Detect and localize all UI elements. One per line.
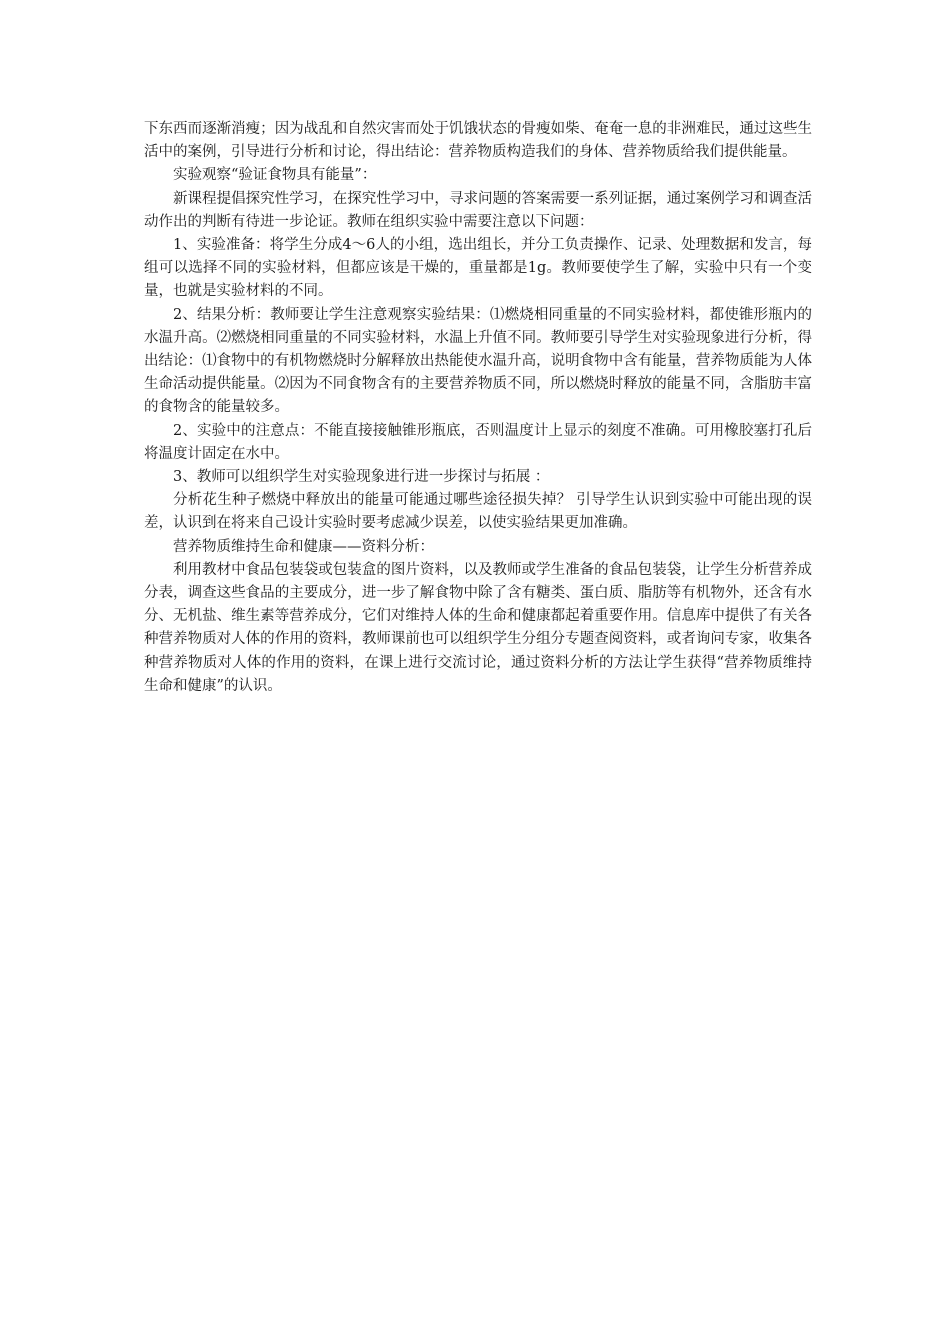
paragraph-nutrition-heading: 营养物质维持生命和健康——资料分析：: [173, 538, 434, 555]
paragraph-data-analysis: 利用教材中食品包装袋或包装盒的图片资料，以及教师或学生准备的食品包装袋，让学生分析营养成分表，调查这些食品的主要成分，进一步了解食物中除了含有糖类、蛋白质、脂肪等有机物外，还含有水分、无机盐、维生素等营养成分，它们对维持人体的生命和健康都起着重要作用。信息库中提供了有关各种营养物质对人体的作用的资料，教师课前也可以组织学生分组分专题查阅资料，或者询问专家，收集各种营养物质对人体的作用的资料，在课上进行交流讨论，通过资料分析的方法让学生获得“营养物质维持生命和健康”的认识。: [144, 561, 812, 694]
paragraph-further-discussion: 3、教师可以组织学生对实验现象进行进一步探讨与拓展 ：: [173, 469, 550, 486]
paragraph-experiment-prep: 1、实验准备：将学生分成4～6人的小组，选出组长，并分工负责操作、记录、处理数据和发言，每组可以选择不同的实验材料，但都应该是干燥的，重量都是1g。教师要使学生了解，实验中只有一个变量，也就是实验材料的不同。: [144, 237, 812, 300]
paragraph-continuation: 下东西而逐渐消瘦；因为战乱和自然灾害而处于饥饿状态的骨瘦如柴、奄奄一息的非洲难民，通过这些生活中的案例，引导进行分析和讨论，得出结论：营养物质构造我们的身体、营养物质给我们提供能量。: [144, 121, 812, 161]
paragraph-result-analysis: 2、结果分析：教师要让学生注意观察实验结果：⑴燃烧相同重量的不同实验材料，都使锥形瓶内的水温升高。⑵燃烧相同重量的不同实验材料，水温上升值不同。教师要引导学生对实验现象进行分析，得出结论：⑴食物中的有机物燃烧时分解释放出热能使水温升高，说明食物中含有能量，营养物质能为人体生命活动提供能量。⑵因为不同食物含有的主要营养物质不同，所以燃烧时释放的能量不同，含脂肪丰富的食物含的能量较多。: [144, 306, 812, 416]
document-body: [144, 118, 812, 698]
paragraph-inquiry-learning: 新课程提倡探究性学习，在探究性学习中，寻求问题的答案需要一系列证据，通过案例学习和调查活动作出的判断有待进一步论证。教师在组织实验中需要注意以下问题：: [144, 190, 812, 230]
paragraph-precautions: 2、实验中的注意点：不能直接接触锥形瓶底，否则温度计上显示的刻度不准确。可用橡胶塞打孔后将温度计固定在水中。: [144, 422, 812, 462]
paragraph-energy-loss: 分析花生种子燃烧中释放出的能量可能通过哪些途径损失掉？ 引导学生认识到实验中可能出现的误差，认识到在将来自己设计实验时要考虑减少误差，以使实验结果更加准确。: [144, 492, 812, 532]
paragraph-experiment-heading: 实验观察“验证食物具有能量”：: [173, 167, 377, 184]
